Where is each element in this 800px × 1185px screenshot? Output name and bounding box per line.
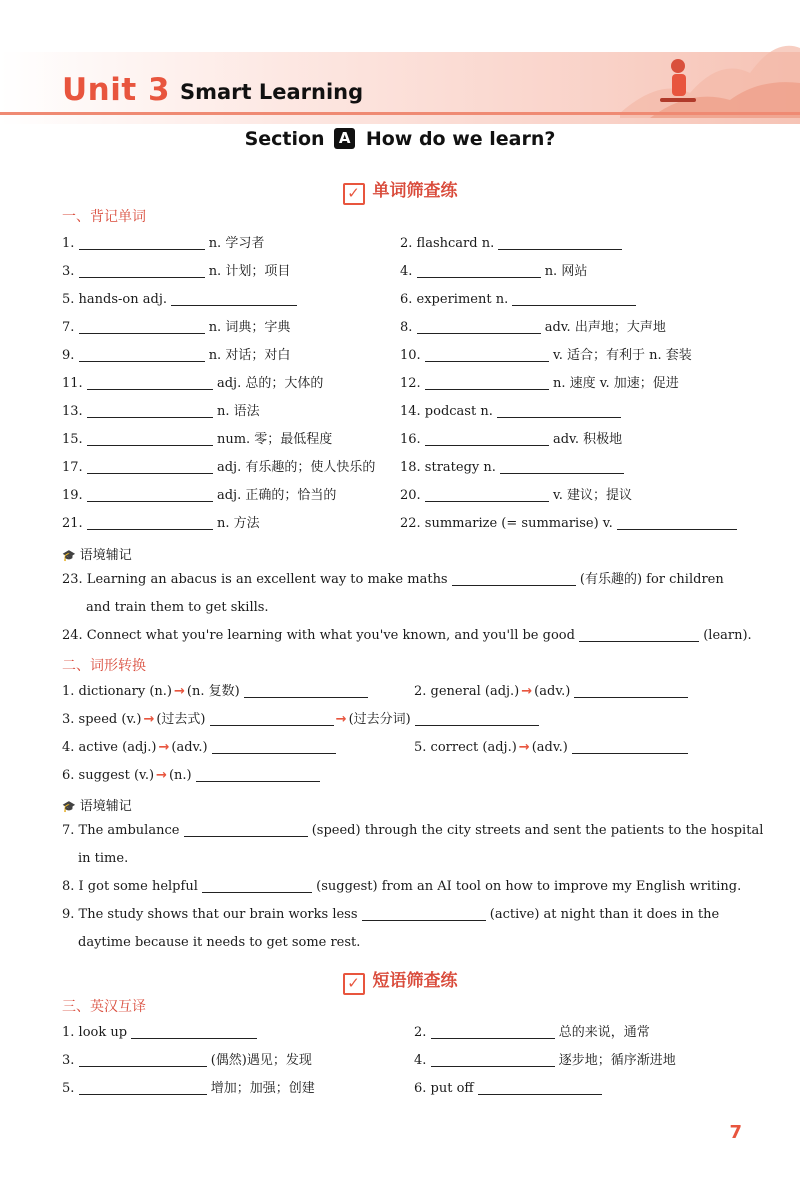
wordform-3: 3. speed (v.) → (过去式) → (过去分词) <box>62 711 539 729</box>
answer-blank[interactable] <box>196 767 320 782</box>
wordform-5: 5. correct (adj.) → (adv.) <box>414 739 688 757</box>
section-title <box>0 128 800 150</box>
vocab-11: 11. adj. 总的；大体的 <box>62 376 324 391</box>
answer-blank[interactable] <box>498 235 622 250</box>
answer-blank[interactable] <box>79 319 205 334</box>
phrase-5: 5. 增加；加强；创建 <box>62 1081 315 1096</box>
wordform-6: 6. suggest (v.) → (n.) <box>62 767 320 785</box>
context-label-1: 🎓 语境辅记 <box>62 548 132 563</box>
question-24: 24. Connect what you're learning with what you've known, and you'll be good (learn). <box>62 628 752 643</box>
phrase-4: 4. 逐步地；循序渐进地 <box>414 1053 676 1068</box>
phrase-6: 6. put off <box>414 1080 602 1098</box>
question-8: 8. I got some helpful (suggest) from an AI tool on how to improve my English writing. <box>62 879 742 894</box>
arrow-icon: → <box>335 712 347 727</box>
answer-blank[interactable] <box>202 878 312 893</box>
answer-blank[interactable] <box>79 1052 207 1067</box>
wordform-4: 4. active (adj.) → (adv.) <box>62 739 336 757</box>
answer-blank[interactable] <box>512 291 636 306</box>
vocab-8: 8. adv. 出声地；大声地 <box>400 320 666 335</box>
banner-phrase-practice <box>0 966 800 995</box>
banner-label: 单词筛查练 <box>372 181 458 201</box>
answer-blank[interactable] <box>79 235 205 250</box>
header-rule <box>0 112 800 115</box>
vocab-9: 9. n. 对话；对白 <box>62 348 291 363</box>
question-7-cont: in time. <box>78 851 129 866</box>
answer-blank[interactable] <box>425 347 549 362</box>
unit-number: Unit 3 <box>62 72 171 108</box>
vocab-5: 5. hands-on adj. <box>62 291 297 309</box>
answer-blank[interactable] <box>425 487 549 502</box>
answer-blank[interactable] <box>572 739 688 754</box>
vocab-13: 13. n. 语法 <box>62 404 260 419</box>
answer-blank[interactable] <box>210 711 334 726</box>
phrase-1: 1. look up <box>62 1024 257 1042</box>
question-7: 7. The ambulance (speed) through the city streets and sent the patients to the hospital <box>62 823 764 838</box>
answer-blank[interactable] <box>87 487 213 502</box>
section-letter-badge: A <box>334 128 355 149</box>
answer-blank[interactable] <box>417 319 541 334</box>
vocab-16: 16. adv. 积极地 <box>400 432 623 447</box>
answer-blank[interactable] <box>79 263 205 278</box>
question-9-cont: daytime because it needs to get some rest. <box>78 935 361 950</box>
mortarboard-icon: 🎓 <box>62 549 76 562</box>
arrow-icon: → <box>156 768 167 783</box>
vocab-2: 2. flashcard n. <box>400 235 622 253</box>
answer-blank[interactable] <box>87 459 213 474</box>
answer-blank[interactable] <box>87 431 213 446</box>
answer-blank[interactable] <box>500 459 624 474</box>
answer-blank[interactable] <box>425 375 549 390</box>
vocab-15: 15. num. 零；最低程度 <box>62 432 333 447</box>
header-illustration <box>620 18 800 118</box>
vocab-14: 14. podcast n. <box>400 403 621 421</box>
vocab-18: 18. strategy n. <box>400 459 624 477</box>
banner-label: 短语筛查练 <box>372 971 458 991</box>
part2-heading: 二、词形转换 <box>62 658 146 674</box>
vocab-7: 7. n. 词典；字典 <box>62 320 291 335</box>
answer-blank[interactable] <box>431 1052 555 1067</box>
context-label-2: 🎓 语境辅记 <box>62 799 132 814</box>
section-prefix: Section <box>244 128 325 150</box>
check-icon: ✓ <box>343 973 365 995</box>
answer-blank[interactable] <box>425 431 549 446</box>
answer-blank[interactable] <box>579 627 699 642</box>
arrow-icon: → <box>521 684 533 699</box>
answer-blank[interactable] <box>184 822 308 837</box>
banner-word-practice <box>0 176 800 205</box>
vocab-3: 3. n. 计划；项目 <box>62 264 291 279</box>
answer-blank[interactable] <box>362 906 486 921</box>
vocab-21: 21. n. 方法 <box>62 516 260 531</box>
vocab-10: 10. v. 适合；有利于 n. 套装 <box>400 348 692 363</box>
vocab-20: 20. v. 建议；提议 <box>400 488 633 503</box>
answer-blank[interactable] <box>497 403 621 418</box>
vocab-22: 22. summarize (= summarise) v. <box>400 515 737 533</box>
question-23-cont: and train them to get skills. <box>86 600 269 615</box>
answer-blank[interactable] <box>131 1024 257 1039</box>
answer-blank[interactable] <box>431 1024 555 1039</box>
answer-blank[interactable] <box>171 291 297 306</box>
arrow-icon: → <box>158 740 170 755</box>
vocab-6: 6. experiment n. <box>400 291 636 309</box>
answer-blank[interactable] <box>87 515 213 530</box>
answer-blank[interactable] <box>87 375 213 390</box>
answer-blank[interactable] <box>417 263 541 278</box>
arrow-icon: → <box>518 740 530 755</box>
answer-blank[interactable] <box>79 1080 207 1095</box>
answer-blank[interactable] <box>212 739 336 754</box>
answer-blank[interactable] <box>87 403 213 418</box>
answer-blank[interactable] <box>415 711 539 726</box>
unit-title: Smart Learning <box>180 80 364 104</box>
answer-blank[interactable] <box>574 683 688 698</box>
question-9: 9. The study shows that our brain works less (active) at night than it does in the <box>62 907 720 922</box>
vocab-17: 17. adj. 有乐趣的；使人快乐的 <box>62 460 376 475</box>
mortarboard-icon: 🎓 <box>62 800 76 813</box>
vocab-12: 12. n. 速度 v. 加速；促进 <box>400 376 679 391</box>
answer-blank[interactable] <box>478 1080 602 1095</box>
phrase-3: 3. (偶然)遇见；发现 <box>62 1053 312 1068</box>
vocab-19: 19. adj. 正确的；恰当的 <box>62 488 337 503</box>
wordform-1: 1. dictionary (n.) → (n. 复数) <box>62 683 368 701</box>
answer-blank[interactable] <box>617 515 737 530</box>
answer-blank[interactable] <box>452 571 576 586</box>
part1-heading: 一、背记单词 <box>62 209 146 225</box>
answer-blank[interactable] <box>244 683 368 698</box>
section-question: How do we learn? <box>365 128 556 150</box>
question-23: 23. Learning an abacus is an excellent way to make maths (有乐趣的) for children <box>62 572 724 587</box>
vocab-1: 1. n. 学习者 <box>62 236 265 251</box>
page-number: 7 <box>729 1122 742 1143</box>
wordform-2: 2. general (adj.) → (adv.) <box>414 683 688 701</box>
vocab-4: 4. n. 网站 <box>400 264 588 279</box>
arrow-icon: → <box>173 684 185 699</box>
arrow-icon: → <box>143 712 155 727</box>
check-icon: ✓ <box>343 183 365 205</box>
answer-blank[interactable] <box>79 347 205 362</box>
phrase-2: 2. 总的来说，通常 <box>414 1025 650 1040</box>
part3-heading: 三、英汉互译 <box>62 999 146 1015</box>
